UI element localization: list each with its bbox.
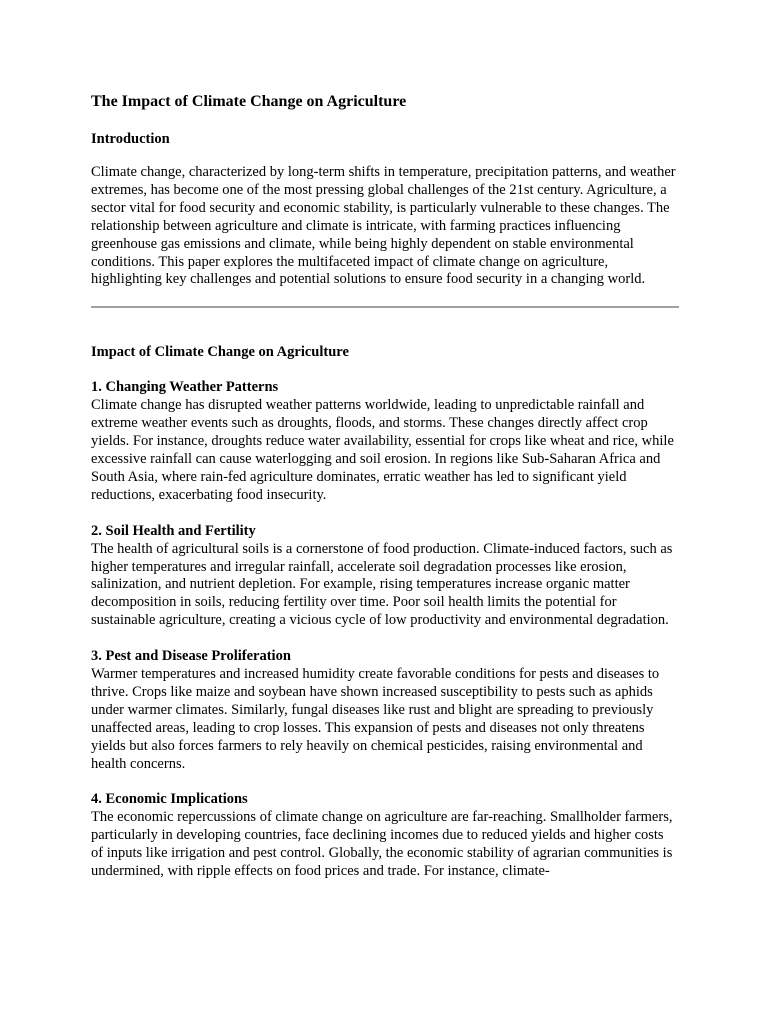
document-page bbox=[91, 92, 679, 881]
section-economic-implications bbox=[91, 791, 679, 881]
section-main-heading: Impact of Climate Change on Agriculture bbox=[91, 344, 349, 361]
intro-paragraph: Climate change, characterized by long-term shifts in temperature, precipitation patterns, and weather extremes, has become one of the most pressing global challenges of the 21st century. Agriculture, a sector vital for food security and economic stability, is particularly vulnerable to these changes. The relationship between agriculture and climate is intricate, with farming practices influencing greenhouse gas emissions and climate, while being highly dependent on stable environmental conditions. This paper explores the multifaceted impact of climate change on agriculture, highlighting key challenges and potential solutions to ensure food security in a changing world. bbox=[91, 164, 676, 288]
section-paragraph: Warmer temperatures and increased humidity create favorable conditions for pests and diseases to thrive. Crops like maize and soybean have shown increased susceptibility to pests such as aphids under warmer climates. Similarly, fungal diseases like rust and blight are spreading to previously unaffected areas, leading to crop losses. This expansion of pests and diseases not only threatens yields but also forces farmers to rely heavily on chemical pesticides, raising environmental and health concerns. bbox=[91, 666, 660, 772]
section-heading: 2. Soil Health and Fertility bbox=[91, 522, 256, 539]
section-paragraph: The economic repercussions of climate change on agriculture are far-reaching. Smallholder farmers, particularly in developing countries, face declining incomes due to reduced yields and higher costs of inputs like irrigation and pest control. Globally, the economic stability of agrarian communities is undermined, with ripple effects on food prices and trade. For instance, climate- bbox=[91, 809, 673, 880]
section-heading: 1. Changing Weather Patterns bbox=[91, 379, 279, 396]
section-paragraph: The health of agricultural soils is a cornerstone of food production. Climate-induced factors, such as higher temperatures and irregular rainfall, accelerate soil degradation processes like erosion, salinization, and nutrient depletion. For example, rising temperatures increase organic matter decomposition in soils, reducing fertility over time. Poor soil health limits the potential for sustainable agriculture, creating a vicious cycle of low productivity and environmental degradation. bbox=[91, 540, 673, 629]
section-soil-health bbox=[91, 523, 679, 630]
section-weather-patterns bbox=[91, 379, 679, 504]
section-heading: 4. Economic Implications bbox=[91, 791, 248, 808]
section-pest-disease bbox=[91, 648, 679, 773]
horizontal-divider bbox=[91, 306, 679, 308]
section-heading: 3. Pest and Disease Proliferation bbox=[91, 648, 291, 665]
document-title: The Impact of Climate Change on Agriculture bbox=[91, 93, 407, 110]
section-paragraph: Climate change has disrupted weather patterns worldwide, leading to unpredictable rainfall and extreme weather events such as droughts, floods, and storms. These changes directly affect crop yields. For instance, droughts reduce water availability, essential for crops like wheat and rice, while excessive rainfall can cause waterlogging and soil erosion. In regions like Sub-Saharan Africa and South Asia, where rain-fed agriculture dominates, erratic weather has led to significant yield reductions, exacerbating food insecurity. bbox=[91, 397, 674, 503]
intro-heading: Introduction bbox=[91, 131, 170, 147]
